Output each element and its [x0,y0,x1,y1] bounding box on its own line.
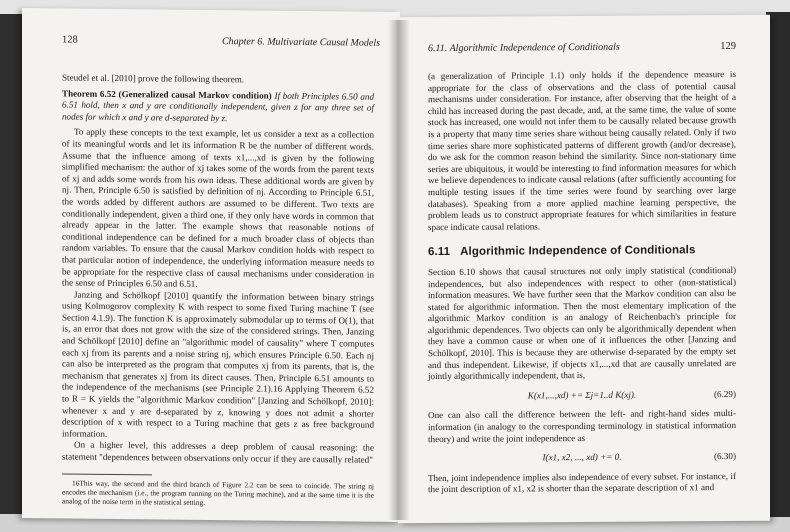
footnote: 16This way, the second and the third branch of Figure 2.2 can be seen to coincide. The string nj encodes the mechanism (i.e., the program running on the Turing machine), and at the same time it is the analog of the noise term in the statistical setting. [62,478,374,507]
section-heading [428,245,736,259]
right-page [398,15,770,524]
page-number: 129 [720,40,736,53]
theorem-text: If both Principles 6.50 and 6.51 hold, then x and y are conditionally independent, given z for any three set of nodes for which x and y are d-separated by z. [62,90,375,123]
book-cover-left-edge [0,14,24,514]
section-number: 6.11 [428,246,451,259]
paragraph: (a generalization of Principle 1.1) only holds if the dependence measure is appropriate for the class of observations and the class of potential causal mechanisms under consideration. For instance, after observing that the height of a child has increased during the past decade, and, at the same time, the value of some stock has increased, one would not infer them to be causally related because growth is a property that many time series share without being causally related. Only if two time series share more sophisticated patterns of different growth (and/or decrease), do we ask for the common reason behind the similarity. Since non-stationary time series are ubiquitous, it would be interesting to find information measures for which we believe dependences to indicate causal relations (after sufficiently accounting for multiple testing issues if the time series were found by searching over large databases). Speaking from a more applied machine learning perspective, the problem leads us to construct appropriate features for which similarities in feature space indicate causal relations. [428,68,736,232]
section-title: Algorithmic Independence of Conditionals [460,244,696,259]
page-number: 128 [62,34,78,46]
equation-number: (6.29) [714,388,736,399]
left-page [22,8,400,522]
paragraph: To apply these concepts to the text example, let us consider a text as a collection of its meaningful words and let its information R be the number of different words. Assume that the influence among of texts x1,...,xd is given by the following simplified mechanism: the author of xj takes some of the words from the parent texts of xj and adds some words from his own ideas. These additional words are given by nj. Then, Principle 6.50 is satisfied by definition of nj. According to Principle 6.51, the words added by different authors are assumed to be different. Two texts are conditionally independent, given a third one, if they only have words in common that already appear in the latter. The example shows that reasonable notions of conditional independence can be defined for a much broader class of objects than random variables. To ensure that the causal Markov condition holds with respect to that particular notion of independence, the underlying information measure needs to be appropriate for the respective class of causal mechanisms under consideration in the sense of Principles 6.50 and 6.51. [62,126,374,289]
footnote-divider [62,473,152,475]
equation-number: (6.30) [714,451,736,462]
left-body-text [62,72,374,508]
theorem-label: Theorem 6.52 (Generalized causal Markov condition) [62,88,272,101]
paragraph: On a higher level, this addresses a deep problem of causal reasoning: the statement "dependences between observations only occur if they are causally related" [62,439,374,465]
equation-body: K(x1,...,xd) += Σj=1..d K(xj). [527,389,637,401]
paragraph: Section 6.10 shows that causal structures not only imply statistical (conditional) independences, but also independences with respect to other (non-statistical) information measures. We have further seen that the Markov condition can also be stated for algorithmic information. Then the most elementary implication of the algorithmic Markov condition is an analogy of Reichenbach's principle for algorithmic dependences. Two objects can only be algorithmically dependent when they have a common cause or when one of it influences the other [Janzing and Schölkopf, 2010]. This is because they are otherwise d-separated by the empty set and thus independent. Likewise, if objects x1,...,xd that are causally unrelated are jointly algorithmically independent, that is, [428,264,736,382]
running-head: 6.11. Algorithmic Independence of Conditionals [428,41,620,55]
running-head: Chapter 6. Multivariate Causal Models [221,36,380,49]
intro-line: Steudel et al. [2010] prove the following theorem. [62,72,245,85]
paragraph: One can also call the difference between the left- and right-hand sides multi-information (in analogy to the corresponding terminology in statistical information theory) and write the joint independence as [428,408,736,444]
right-body-text [428,69,736,496]
book-spine-shadow [388,20,410,520]
equation-6-29 [428,389,736,403]
theorem [62,88,374,126]
paragraph: Janzing and Schölkopf [2010] quantify the information between binary strings using Kolmogorov complexity K with respect to some fixed Turing machine T (see Section 4.1.9). The function K is approximately submodular up to terms of O(1), that is, an error that does not grow with the size of the considered strings. Then, Janzing and Schölkopf [2010] define an "algorithmic model of causality" where T computes each xj from its parents and a noise string nj, which ensures Principle 6.50. Each nj can also be interpreted as the program that computes xj from its parents, that is, the mechanism that generates xj from its direct causes. Then, Principle 6.51 amounts to the independence of the mechanisms (see Principle 2.1).16 Applying Theorem 6.52 to R = K yields the "algorithmic Markov condition" [Janzing and Schölkopf, 2010]: whenever x and y are d-separated by z, knowing y does not admit a shorter description of x with respect to a Turing machine that gets z as free background information. [62,289,374,439]
equation-6-30 [428,451,736,465]
equation-body: I(x1, x2, ..., xd) += 0. [542,451,622,463]
paragraph: Then, joint independence implies also independence of every subset. For instance, if the joint description of x1, x2 is shorter than the separate description of x1 and [428,470,736,495]
